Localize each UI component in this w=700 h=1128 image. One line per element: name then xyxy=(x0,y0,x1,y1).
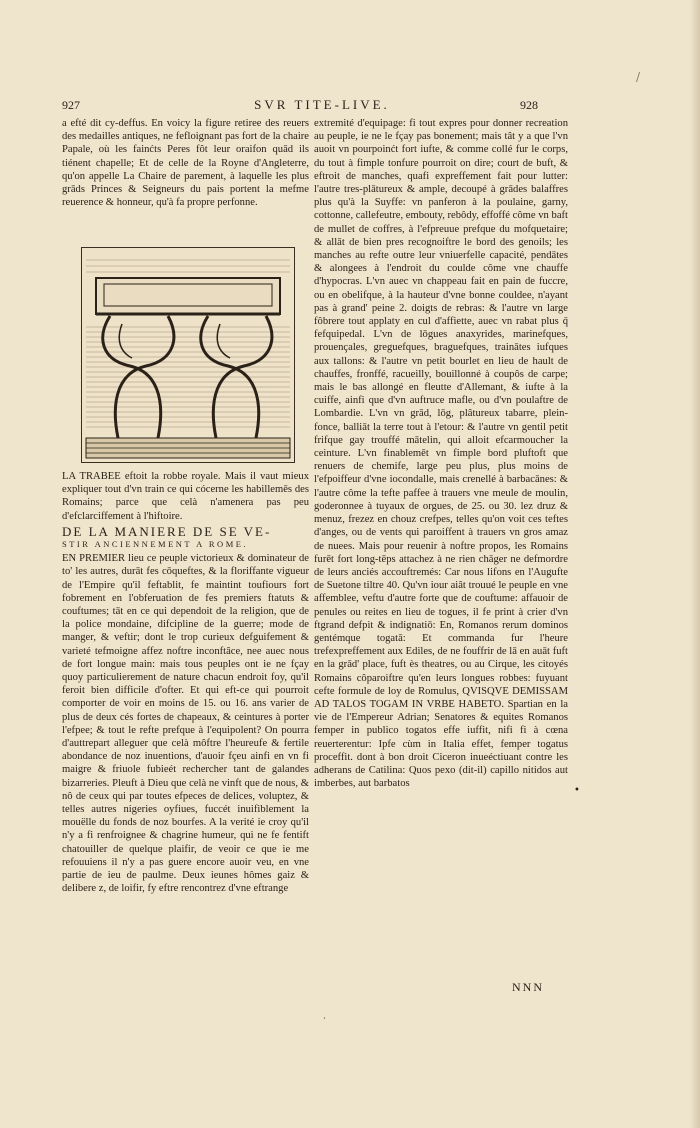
paragraph-trabee: LA TRABEE eftoit la robbe royale. Mais il vaut mieux expliquer tout d'vn train ce qui cócerne les habillemēs des Romains; parce que celà n'amenera pas peu d'efclarciffement à l'hiftoire. xyxy=(62,471,309,522)
margin-mark: / xyxy=(636,70,641,84)
ink-speck: ’ xyxy=(323,1017,326,1027)
page-number-right: 928 xyxy=(520,98,538,112)
page-edge-shadow xyxy=(690,0,700,1128)
catchword: NNN xyxy=(512,980,544,994)
right-column xyxy=(314,117,568,790)
section-subheading: STIR ANCIENNEMENT A ROME. xyxy=(62,539,249,550)
curule-chair-drawing xyxy=(82,248,294,462)
chair-seat xyxy=(96,278,280,314)
running-head: SVR TITE-LIVE. xyxy=(254,97,390,112)
margin-bullet: • xyxy=(574,785,580,796)
paragraph-right-column: extremité d'equipage: fi tout expres pour donner recreation au peuple, ie ne le fçay pas bonement; mais tât y a que l'vn auoit vn pourpoinćt fort iufte, & comme collé fur le corps, du tout à fimple tonfure pourroit on dire; court de buft, & eftroit de manches, quafi expreffement fait pour lutter: l'autre tres-plātureux & ample, decoupé à grādes balaffres plus qu'à la Suyffe: vn panferon à la poulaine, garny, cottonne, callefeutre, embouty, rebôdy, effoffé côme vn baft de mullet de coffres, à l'efpreuue prefque du mofquetaire; & allāt de bien pres recognoiftre le bord des genoils; les manches au refte outre leur vniuerfelle capacité, pendātes & alongees à l'endroit du coulde côme vne chauffe d'hypocras. L'vn auec vn chappeau fait en pain de fuccre, ou en obelifque, à la hauteur d'vne bonne couldee, n'ayant pas à grand' peine 2. doigts de rebras: & l'autre vn large fôbrere tout applaty en cul d'affiette, auec vn rabat plus q̄ fefquipedal. L'vn de lōgues anaxyrides, marinefques, prouençales, greguefques, braguefques, trainātes iufques aux tallons: & l'autre vn petit bourlet en lieu de hault de chauffes, fronffé, racueilly, bouillonné à coupôs de carpe; mais le bas allongé en fleutte d'Allemant, & iufte à la cuiffe, ainfi que d'vn auftruce mafle, ou d'vn poulaftre de Lombardie. L'vn vn grād, lōg, plâtureux tabarre, plein-fonce, balliāt la terre tout à l'etour: & l'autre vn gentil petit frifque gay trouffé mātelin, qui alloit efcarmoucher la ceinture. L'vn finablemēt vn fimple bord pluftoft que renuers de chemife, large peu plus, plus moins de l'efpoiffeur d'vne iocondalle, mais crenellé à barbacānes: & l'autre côme la tefte paffee à trauers vne meule de moulin, goderonnee à tuyaux de orgues, de 25. ou 30. lez druz & menuz, frezez en chouz crefpes, telles qu'on voit ces teftes d'anges, ou de vents qui paroiffent à trauers vn gros amaz de nuees. Mais pour reuenir à noftre propos, les Romains furēt fort long-tēps attachez à ne rien chāger ne defmordre de leurs anciés accouftremés: Car nous lifons en l'Augufte de Suetone tiltre 40. Qu'vn iour aiât trouué le peuple en vne affemblee, veftu d'autre forte que de couftume: affauoir de penules ou reites en lieu de togues, il fe print à crier d'vn ftgrand defpit & indignatiō: En, Romanos rerum dominos gentémque togatā: Et commanda fur l'heure trefexpreffement aux Ediles, de ne fouffrir de lā en auāt fuft en la grād' place, fuft ès theatres, ou au Cirque, les citoyés Romains côparoiftre qu'en leurs longues robbes: fuyuant cefte formule de loy de Romulus, QVISQVE DEMISSAM AD TALOS TOGAM IN VRBE HABETO. Spartian en la vie de l'Empereur Adrian; Senatores & equites Romanos femper in publico togatos effe iuffit, nifi fi à cœna reuerterentur: Ipfe cùm in Italia effet, femper togatus proceffit. dont à bon droit Ciceron inueéctiuant contre les adherans de Catilina: Quos pexo (dit-il) capillo nitidos aut imberbes, aut barbatos xyxy=(314,118,568,790)
section-heading: DE LA MANIERE DE SE VE- xyxy=(62,523,272,539)
page-number-left: 927 xyxy=(62,98,80,112)
left-column-bottom xyxy=(62,470,309,896)
paragraph-chair-description: a efté dit cy-deffus. En voicy la figure retiree des reuers des medailles antiques, ne fefloignant pas fort de la chaire Papale, où les fainćts Peres fôt leur oraifon quād ils tiénent chapelle; Et de celle de la Royne d'Angleterre, qu'on appelle La Chaire de parement, à laquelle les plus grāds Princes & Seigneurs du pais portent la mefme reuerence & honneur, qu'à fa propre perfonne. xyxy=(62,118,309,209)
paragraph-roman-dress: EN PREMIER lieu ce peuple victorieux & dominateur de to' les autres, durāt fes cōqueftes, & la floriffante vigueur de l'Empire qu'il feftablit, fe maintint toufiours fort fobrement en l'obferuation de fes premiers ftatuts & couftumes; tāt en ce qui dependoit de la religion, que de la police mondaine, difcipline de la guerre; mode de manger, & veftir; dont le trop curieux defguifement & varieté tefmoigne affez noftre inconftâce, nee auec nous de fort longue main: mais tous peuples ont ie ne fçay quoy particulierement de nature chacun endroit foy, qu'il feroit bien difficile d'ofter. Et qui eft-ce qui pourroit comporter de voir en moins de 15. ou 16. ans varier de plus de deux cés fortes de chapeaux, & ceintures à porter l'efpee; & tout le refte prefque à l'equipolent? On pourra d'auttrepart alleguer que celà môftre l'heureufe & fertile abondance de noz inuentions, d'auoir fçeu ainfi en vn fi maigre & friuole fubieét rechercher tant de galandes bizarreries. Pleuft à Dieu que celà ne vinft que de nous, & nô de ceux qui par toutes efpeces de delices, voluptez, & telles autres nigeries oyfiues, fuccét inuifiblement la mouëlle du fonds de noz bourfes. A la verité ie croy qu'il n'y a fi renfroignee & chagrine humeur, qui ne fe fentift chatouiller de quelque plaifir, de veoir ce que ie me refouuiens il n'y a pas guere encore auoir veu, en vne partie de ieu de paulme. Deux ieunes hômes gaiz & delibere z, de loifir, fy eftre rencontrez d'vne eftrange xyxy=(62,553,309,895)
left-column-top xyxy=(62,117,309,209)
curule-chair-illustration xyxy=(81,247,295,463)
